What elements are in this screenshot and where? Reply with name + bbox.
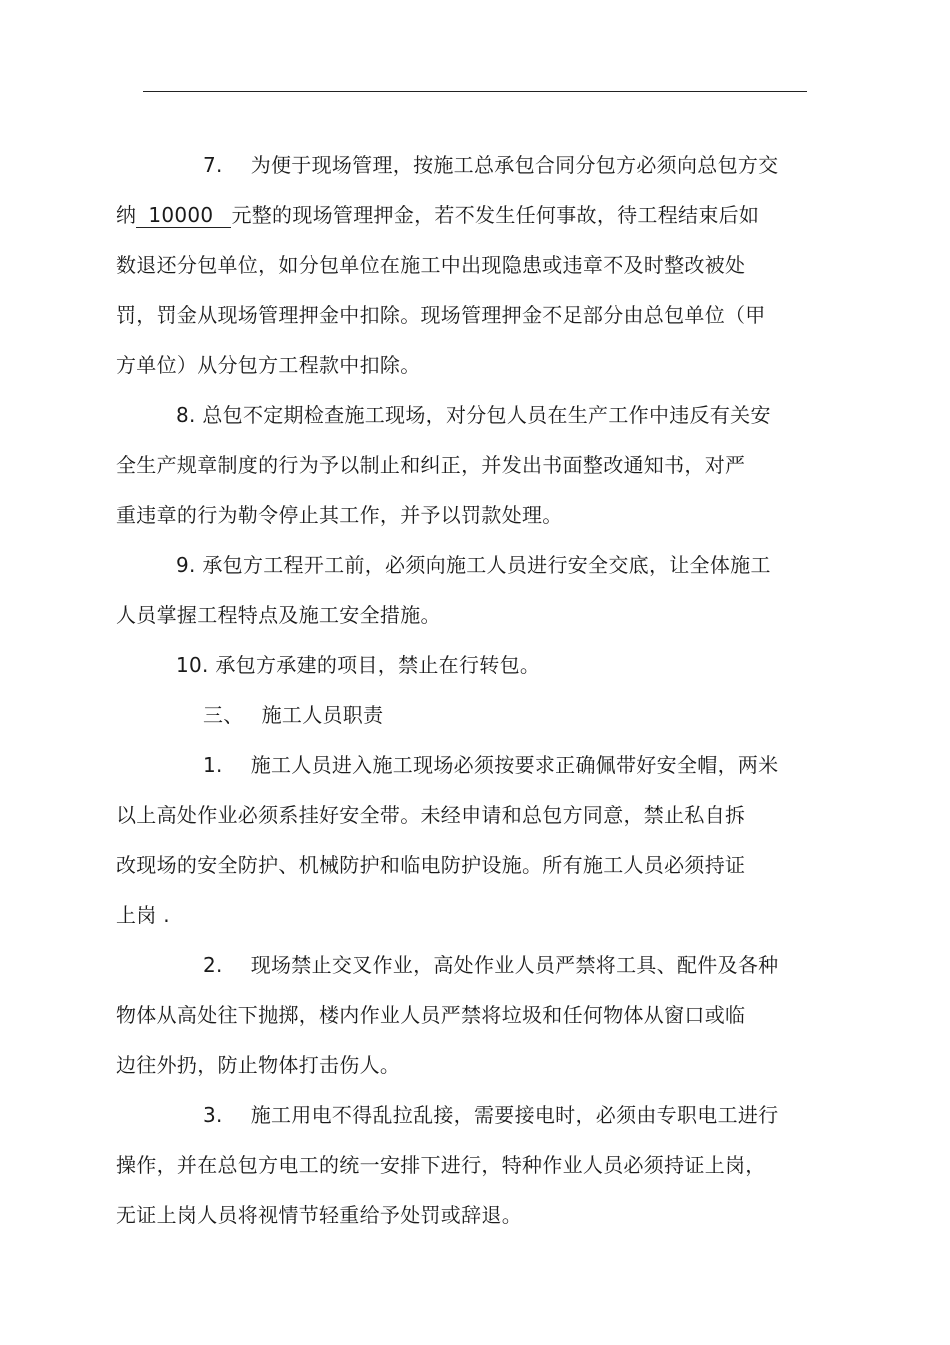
text-line-s3p1-3: 改现场的安全防护、机械防护和临电防护设施。所有施工人员必须持证: [116, 853, 746, 877]
text-line-p9-2: 人员掌握工程特点及施工安全措施。: [116, 603, 441, 627]
text-line-p8-2: 全生产规章制度的行为予以制止和纠正，并发出书面整改通知书，对严: [116, 453, 746, 477]
text-line-p8-1: 8. 总包不定期检查施工现场，对分包人员在生产工作中违反有关安: [176, 403, 771, 427]
text-line-s3p3-1: [203, 1098, 779, 1132]
text-line-p7-1: [203, 148, 779, 182]
text-line-p9-1: 9. 承包方工程开工前，必须向施工人员进行安全交底，让全体施工: [176, 553, 771, 577]
text-line-s3p2-1: [203, 948, 779, 982]
line-text: 施工用电不得乱拉乱接，需要接电时，必须由专职电工进行: [250, 1103, 779, 1127]
deposit-amount: 10000: [136, 203, 231, 228]
section-heading: [203, 698, 383, 732]
text-line-s3p1-1: [203, 748, 779, 782]
text-line-p7-5: 方单位）从分包方工程款中扣除。: [116, 353, 421, 377]
text-line-p7-2: [116, 198, 759, 232]
line-text-before: 纳: [116, 203, 137, 227]
text-line-p7-4: 罚，罚金从现场管理押金中扣除。现场管理押金不足部分由总包单位（甲: [116, 303, 766, 327]
item-number: 3.: [203, 1103, 223, 1127]
text-line-s3p2-2: 物体从高处往下抛掷，楼内作业人员严禁将垃圾和任何物体从窗口或临: [116, 1003, 746, 1027]
line-text-after: 元整的现场管理押金，若不发生任何事故，待工程结束后如: [231, 203, 760, 227]
text-line-p10-1: 10. 承包方承建的项目，禁止在行转包。: [176, 653, 541, 677]
text-line-s3p3-3: 无证上岗人员将视情节轻重给予处罚或辞退。: [116, 1203, 522, 1227]
line-text: 为便于现场管理，按施工总承包合同分包方必须向总包方交: [250, 153, 779, 177]
section-title: 施工人员职责: [261, 703, 384, 727]
text-line-s3p1-4: 上岗 .: [116, 903, 170, 927]
section-number: 三、: [203, 703, 244, 727]
item-number: 1.: [203, 753, 223, 777]
text-line-s3p1-2: 以上高处作业必须系挂好安全带。未经申请和总包方同意，禁止私自拆: [116, 803, 746, 827]
line-text: 现场禁止交叉作业，高处作业人员严禁将工具、配件及各种: [250, 953, 779, 977]
text-line-s3p3-2: 操作，并在总包方电工的统一安排下进行，特种作业人员必须持证上岗，: [116, 1153, 766, 1177]
header-rule: [143, 91, 807, 92]
text-line-s3p2-3: 边往外扔，防止物体打击伤人。: [116, 1053, 401, 1077]
text-line-p7-3: 数退还分包单位，如分包单位在施工中出现隐患或违章不及时整改被处: [116, 253, 746, 277]
item-number: 2.: [203, 953, 223, 977]
line-text: 施工人员进入施工现场必须按要求正确佩带好安全帽，两米: [250, 753, 779, 777]
text-line-p8-3: 重违章的行为勒令停止其工作，并予以罚款处理。: [116, 503, 563, 527]
item-number: 7.: [203, 153, 223, 177]
